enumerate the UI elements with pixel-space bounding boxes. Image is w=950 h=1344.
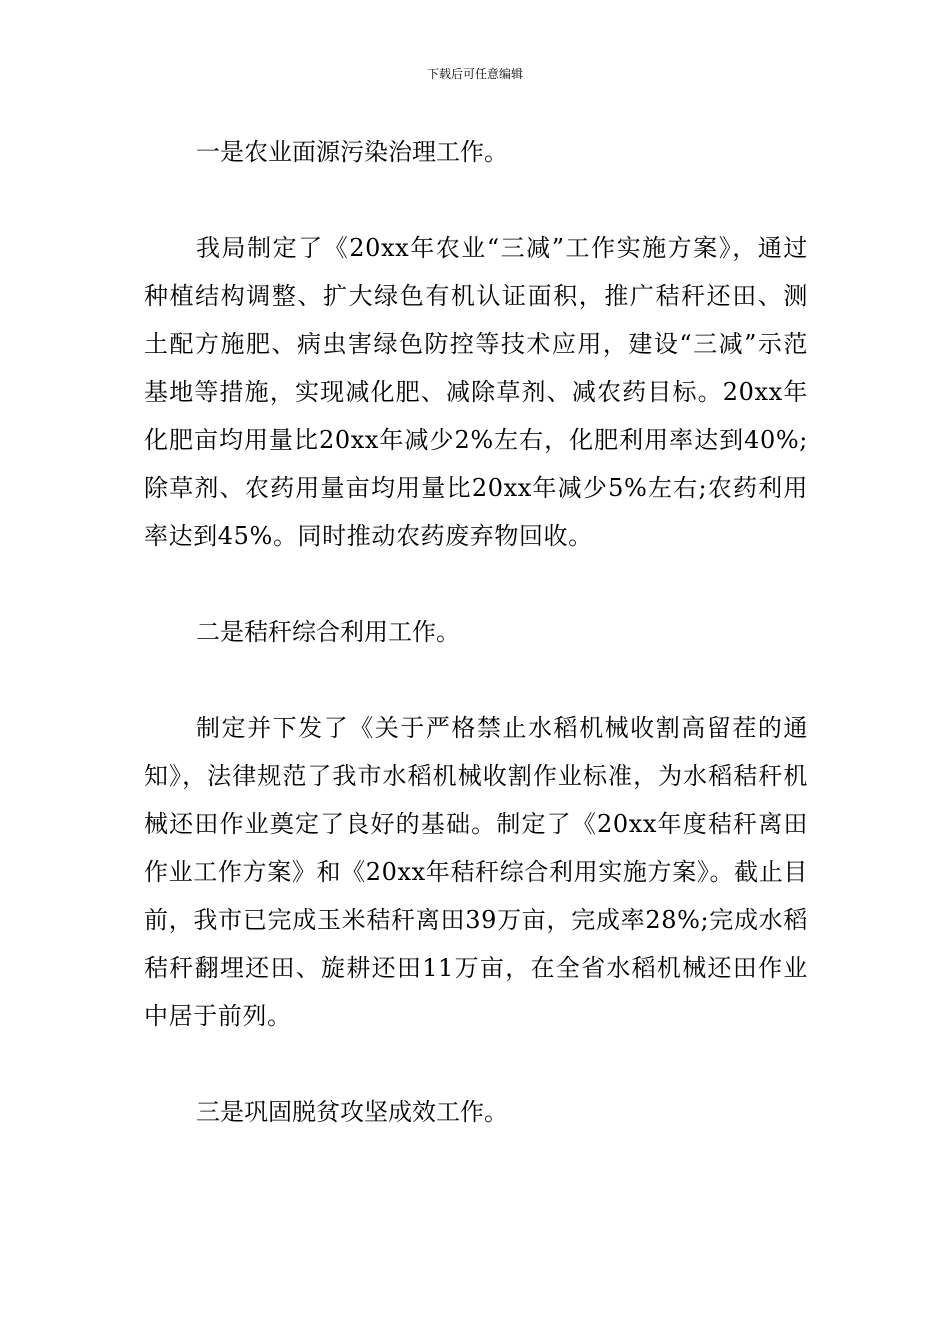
- spacer: [144, 1040, 808, 1088]
- spacer: [144, 560, 808, 608]
- spacer: [144, 176, 808, 224]
- section-heading-3: 三是巩固脱贫攻坚成效工作。: [196, 1098, 508, 1126]
- section-paragraph-1: 我局制定了《20xx年农业“三减”工作实施方案》，通过种植结构调整、扩大绿色有机认证面积，推广秸秆还田、测土配方施肥、病虫害绿色防控等技术应用，建设“三减”示范基地等措施，实现减化肥、减除草剂、减农药目标。20xx年化肥亩均用量比20xx年减少2%左右，化肥利用率达到40%;除草剂、农药用量亩均用量比20xx年减少5%左右;农药利用率达到45%。同时推动农药废弃物回收。: [144, 234, 808, 550]
- spacer: [144, 656, 808, 704]
- section-paragraph-2: 制定并下发了《关于严格禁止水稻机械收割高留茬的通知》，法律规范了我市水稻机械收割作业标准，为水稻秸秆机械还田作业奠定了良好的基础。制定了《20xx年度秸秆离田作业工作方案》和《20xx年秸秆综合利用实施方案》。截止目前，我市已完成玉米秸秆离田39万亩，完成率28%;完成水稻秸秆翻埋还田、旋耕还田11万亩，在全省水稻机械还田作业中居于前列。: [144, 714, 808, 1030]
- section-heading-1: 一是农业面源污染治理工作。: [196, 138, 508, 166]
- section-heading-2: 二是秸秆综合利用工作。: [196, 618, 460, 646]
- page-header-note: 下载后可任意编辑: [426, 67, 523, 81]
- document-body: [144, 128, 808, 1136]
